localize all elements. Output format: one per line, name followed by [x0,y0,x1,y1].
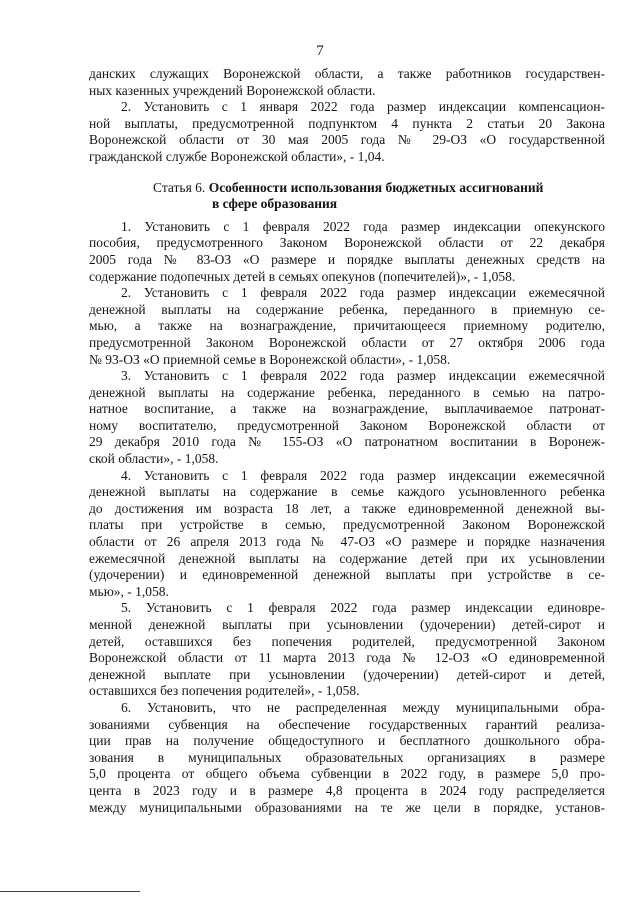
text-line: цента в 2023 году и в размере 4,8 процента в 2024 году распределяется [89,782,605,798]
text-line: денежной выплате при усыновлении (удочерении) детей-сирот и детей, [89,666,605,682]
text-line: пособия, предусмотренного Законом Воронежской области от 22 декабря [89,235,605,251]
text-line: до достижения им возраста 18 лет, а также единовременной денежной вы- [89,500,605,516]
text-line: ной выплаты, предусмотренной подпунктом 4 пункта 2 статьи 20 Закона [89,115,605,131]
text-line: 5,0 процента от общего объема субвенции в 2022 году, в размере 5,0 про- [89,766,605,782]
text-line: зованиями субвенция на обеспечение государственных гарантий реализа- [89,716,605,732]
text-line: зования в муниципальных образовательных организациях в размере [89,749,605,765]
paragraph [89,99,605,165]
text-line: ному воспитателю, предусмотренной Законом Воронежской области от [89,417,605,433]
text-line: детей, оставшихся без попечения родителей, предусмотренной Законом [89,633,605,649]
text-line: 2. Установить с 1 февраля 2022 года размер индексации ежемесячной [121,285,605,301]
text-line: Воронежской области от 11 марта 2013 года № 12-ОЗ «О единовременной [89,650,605,666]
text-line: платы при устройстве в семью, предусмотренной Законом Воронежской [89,517,605,533]
paragraph [89,285,605,368]
document-body [89,66,605,816]
text-line: денежной выплаты на содержание ребенка, переданного в семью на патро- [89,384,605,400]
text-line: натное воспитание, а также на вознаграждение, выплачиваемое патронат- [89,401,605,417]
footer-rule [0,891,140,892]
text-line: 3. Установить с 1 февраля 2022 года размер индексации ежемесячной [121,368,605,384]
text-line: мью, а также на вознаграждение, причитающееся приемному родителю, [89,318,605,334]
paragraph [89,219,605,285]
text-line: 29 декабря 2010 года № 155-ОЗ «О патронатном воспитании в Воронеж- [89,434,605,450]
paragraph [89,368,605,468]
paragraph [89,468,605,601]
text-line: 4. Установить с 1 февраля 2022 года размер индексации ежемесячной [121,467,605,483]
text-line: ской области», - 1,058. [89,451,219,467]
text-line: 5. Установить с 1 февраля 2022 года размер индексации единовре- [121,600,605,616]
text-line: области от 26 апреля 2013 года № 47-ОЗ «О размере и порядке назначения [89,534,605,550]
text-line: 2. Установить с 1 января 2022 года размер индексации компенсацион- [121,99,605,115]
text-line: ных казенных учреждений Воронежской области. [89,82,376,98]
text-line: между муниципальными образованиями на те же цели в порядке, установ- [89,799,605,815]
text-line: менной денежной выплаты при усыновлении (удочерении) детей-сирот и [89,617,605,632]
text-line: (удочерении) и единовременной денежной выплаты при устройстве в се- [89,567,605,583]
paragraph [89,700,605,816]
text-line: предусмотренной Законом Воронежской области от 27 октября 2006 года [89,334,605,350]
paragraph [89,600,605,700]
paragraph [89,66,605,99]
text-line: денежной выплаты на содержание в семье каждого усыновленного ребенка [89,484,605,500]
text-line: № 93-ОЗ «О приемной семье в Воронежской области», - 1,058. [89,351,451,367]
text-line: 6. Установить, что не распределенная между муниципальными обра- [121,699,605,715]
text-line: гражданской службе Воронежской области», - 1,04. [89,148,385,164]
text-line: Воронежской области от 30 мая 2005 года № 29-ОЗ «О государственной [89,132,605,148]
article-title-line-1: Особенности использования бюджетных ассигнований [208,179,544,195]
text-line: мью», - 1,058. [89,583,169,599]
text-line: 1. Установить с 1 февраля 2022 года размер индексации опекунского [121,218,605,234]
text-line: содержание подопечных детей в семьях опекунов (попечителей)», - 1,058. [89,268,516,284]
text-line: данских служащих Воронежской области, а также работников государствен- [89,66,605,81]
text-line: оставшихся без попечения родителей», - 1,058. [89,683,360,699]
article-title-line-2: в сфере образования [212,196,338,212]
page-number: 7 [316,43,324,59]
article-number: Статья 6. [153,179,206,195]
text-line: 2005 года № 83-ОЗ «О размере и порядке выплаты денежных средств на [89,251,605,267]
text-line: денежной выплаты на содержание ребенка, переданного в приемную се- [89,301,605,317]
text-line: ежемесячной денежной выплаты на содержание детей при их усыновлении [89,550,605,566]
text-line: ции прав на получение общедоступного и бесплатного дошкольного обра- [89,733,605,749]
article-heading [89,180,605,213]
